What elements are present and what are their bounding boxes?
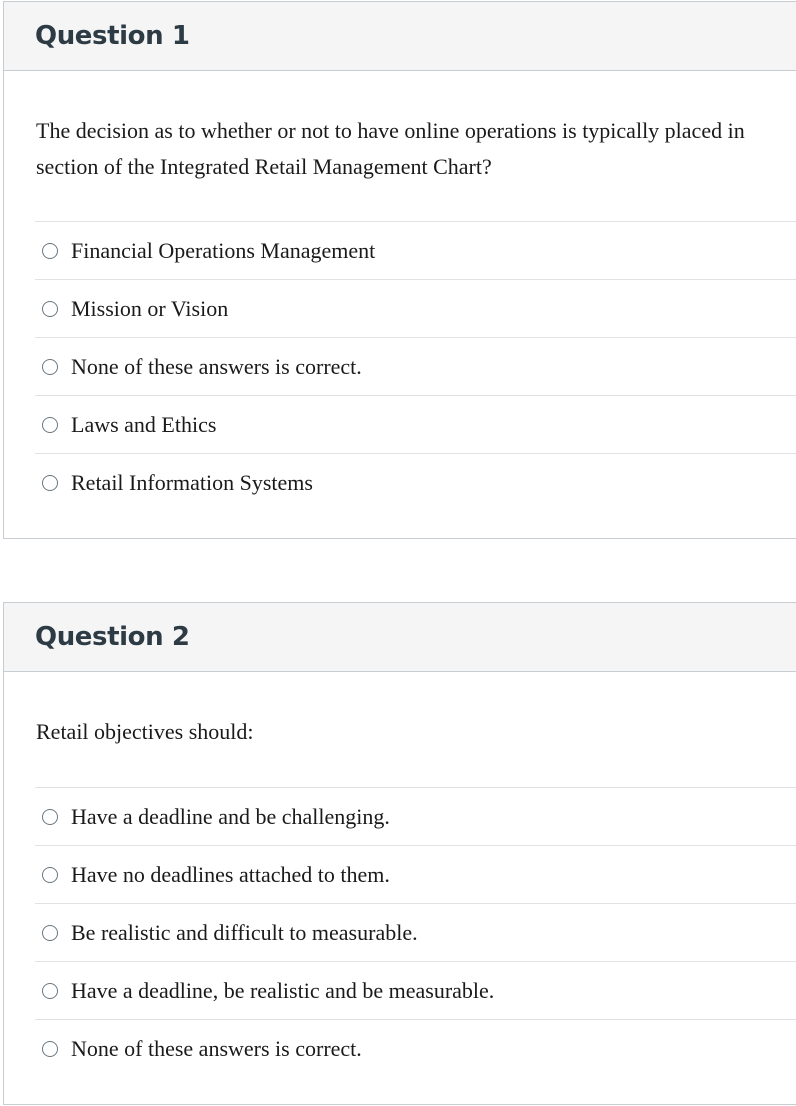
- answer-label: Retail Information Systems: [71, 469, 313, 495]
- radio-button[interactable]: [42, 475, 58, 491]
- question-header: [4, 603, 796, 672]
- radio-button[interactable]: [42, 809, 58, 825]
- question-text-line: Retail objectives should:: [36, 719, 254, 744]
- answer-label: Financial Operations Management: [71, 237, 376, 263]
- answer-label: Have a deadline and be challenging.: [71, 803, 390, 829]
- answer-list: [35, 221, 796, 511]
- radio-button[interactable]: [42, 243, 58, 259]
- answer-label: Laws and Ethics: [71, 411, 217, 437]
- radio-button[interactable]: [42, 867, 58, 883]
- answer-option[interactable]: [35, 1019, 796, 1077]
- question-card-2: [3, 602, 796, 1105]
- question-text: [4, 71, 796, 221]
- answer-option[interactable]: [35, 787, 796, 845]
- question-text: [4, 672, 796, 787]
- answer-option[interactable]: [35, 337, 796, 395]
- answer-option[interactable]: [35, 395, 796, 453]
- radio-button[interactable]: [42, 1041, 58, 1057]
- answer-label: Have no deadlines attached to them.: [71, 861, 390, 887]
- answer-option[interactable]: [35, 845, 796, 903]
- answer-label: Have a deadline, be realistic and be measurable.: [71, 977, 495, 1003]
- answer-option[interactable]: [35, 221, 796, 279]
- question-title: Question 2: [35, 622, 190, 652]
- radio-button[interactable]: [42, 359, 58, 375]
- answer-option[interactable]: [35, 903, 796, 961]
- answer-list: [35, 787, 796, 1077]
- question-text-line: section of the Integrated Retail Management Chart?: [36, 154, 492, 179]
- answer-label: None of these answers is correct.: [71, 1035, 362, 1061]
- radio-button[interactable]: [42, 925, 58, 941]
- radio-button[interactable]: [42, 417, 58, 433]
- radio-button[interactable]: [42, 983, 58, 999]
- question-header: [4, 2, 796, 71]
- radio-button[interactable]: [42, 301, 58, 317]
- question-card-1: [3, 1, 796, 539]
- answer-label: Be realistic and difficult to measurable.: [71, 919, 418, 945]
- question-title: Question 1: [35, 21, 190, 51]
- question-text-line: The decision as to whether or not to have online operations is typically placed in: [36, 118, 745, 143]
- answer-option[interactable]: [35, 279, 796, 337]
- answer-label: None of these answers is correct.: [71, 353, 362, 379]
- answer-option[interactable]: [35, 961, 796, 1019]
- answer-option[interactable]: [35, 453, 796, 511]
- answer-label: Mission or Vision: [71, 295, 229, 321]
